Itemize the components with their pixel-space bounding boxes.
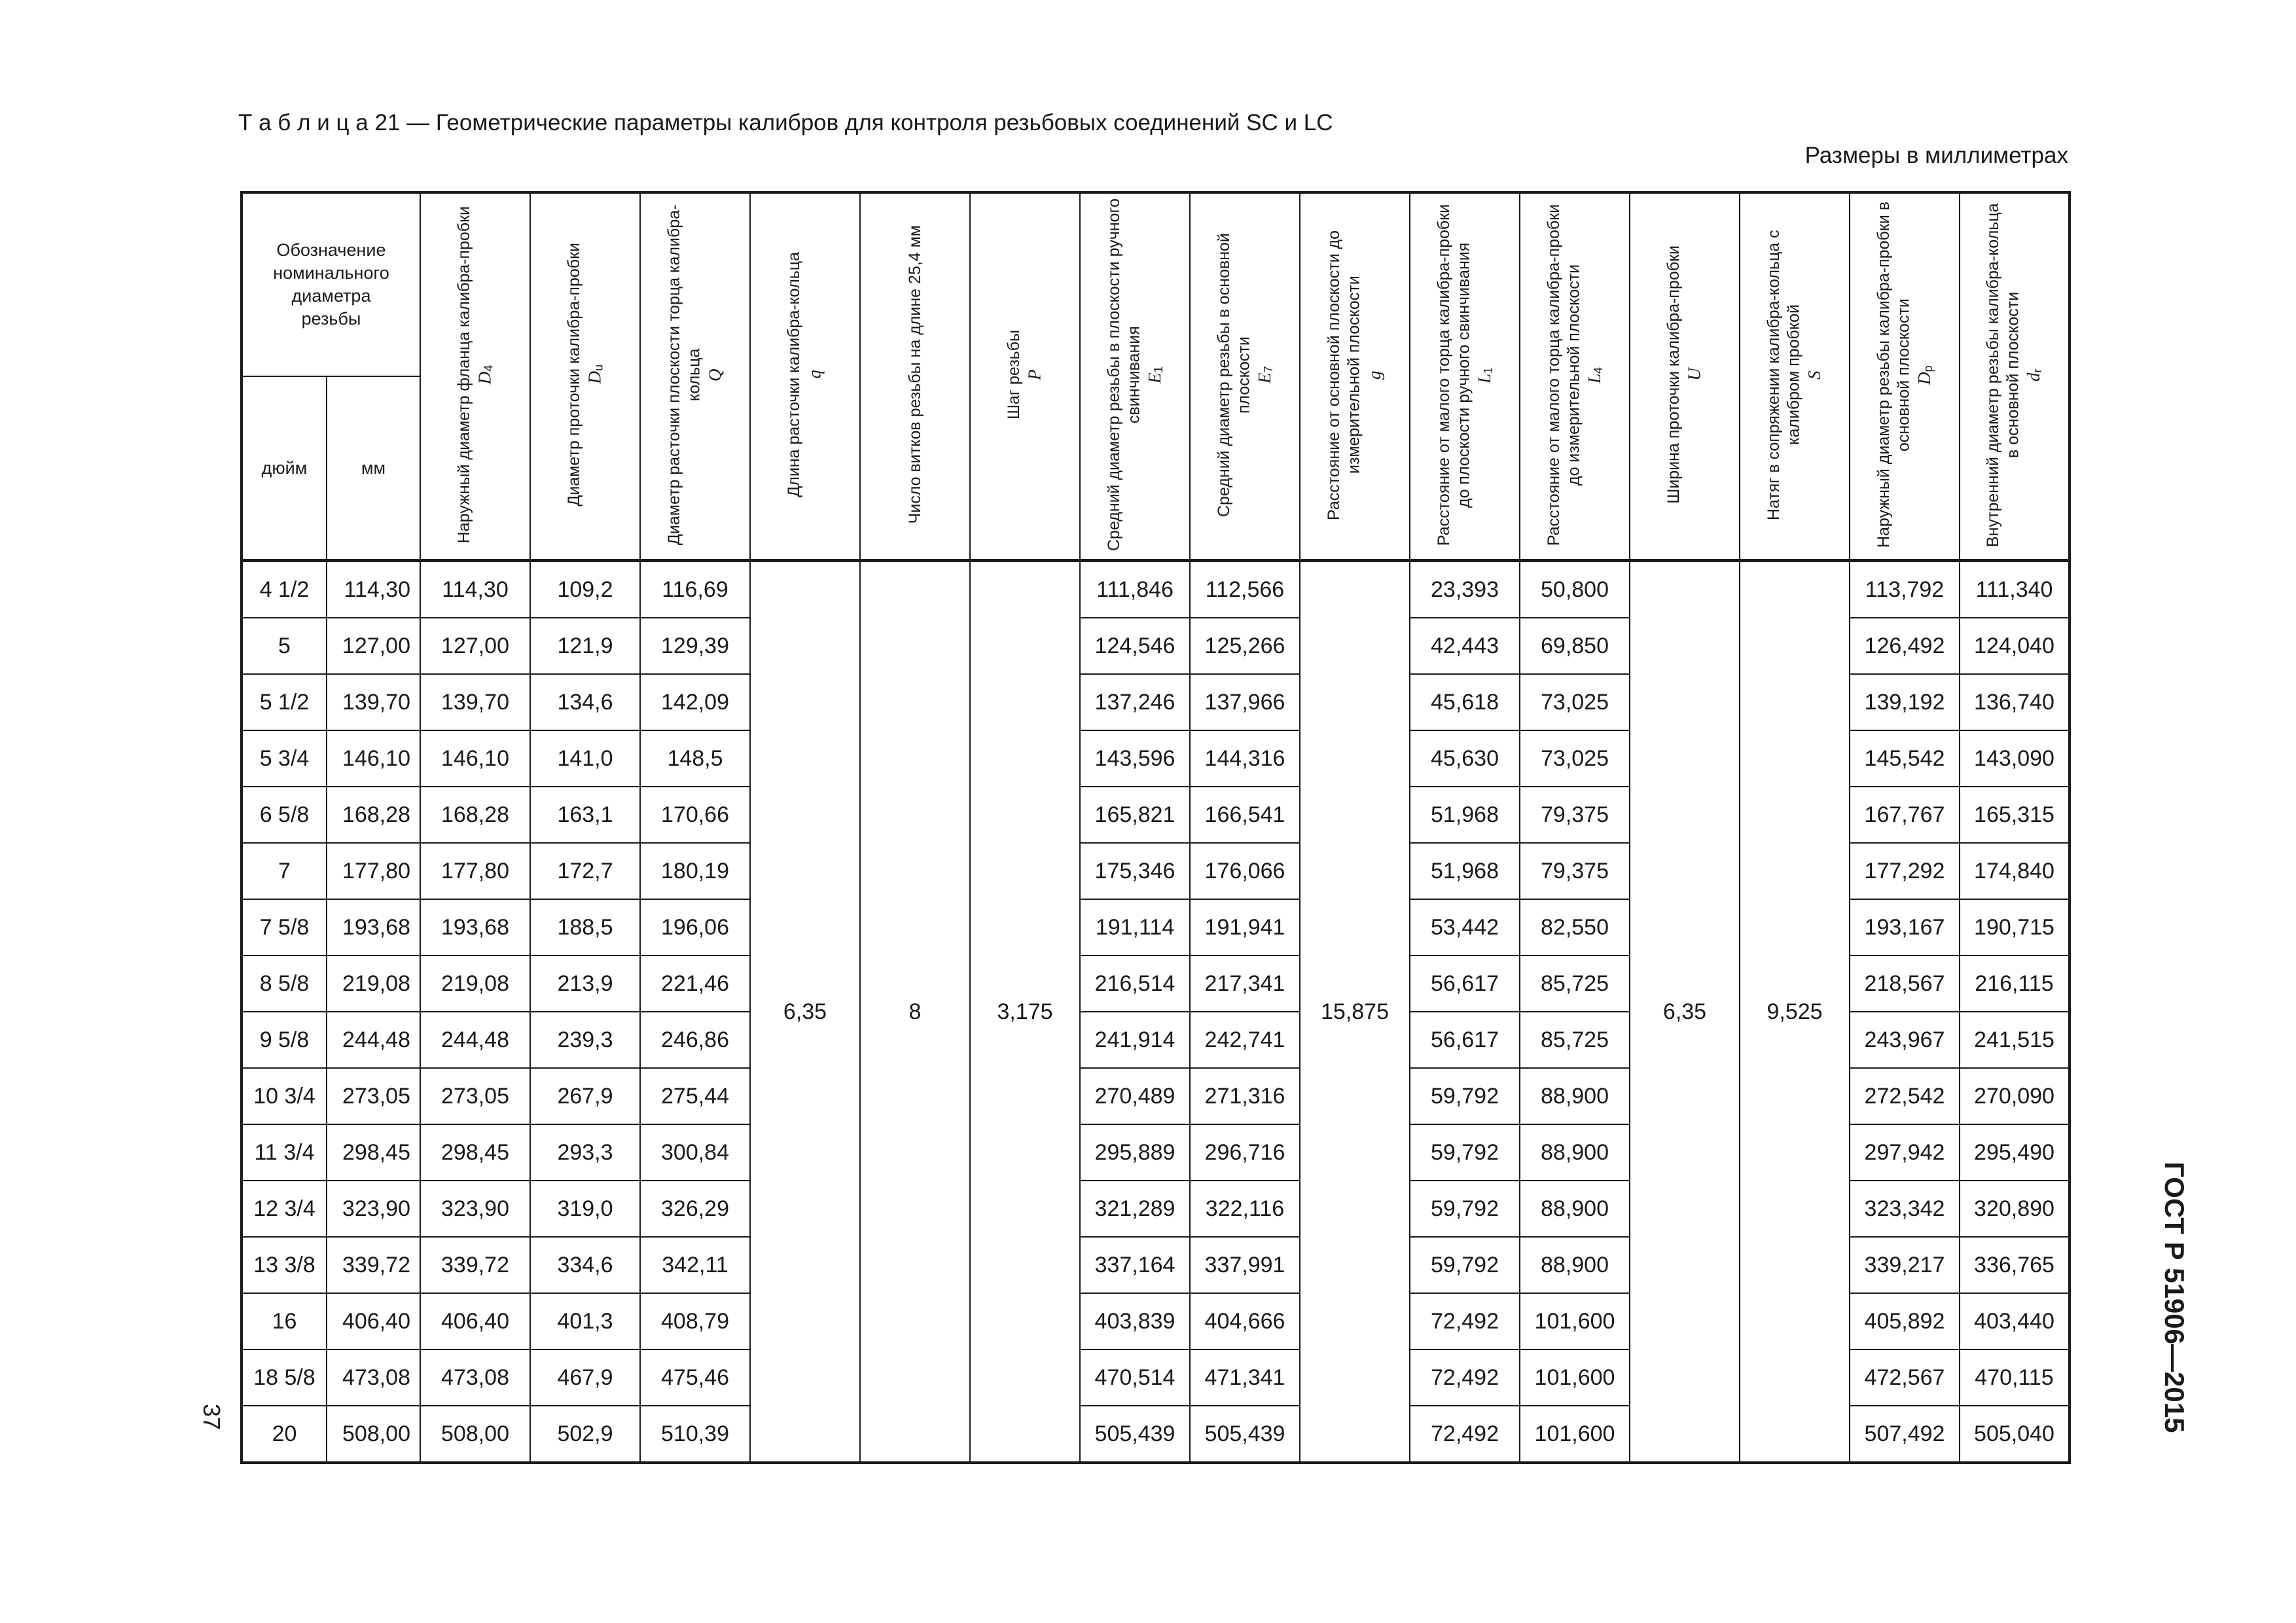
cell-dr: 111,340 <box>1960 561 2070 618</box>
cell-l1: 59,792 <box>1410 1124 1520 1181</box>
table-title: Т а б л и ц а 21 — Геометрические параметры калибров для контроля резьбовых соединений SC и LC <box>238 110 1333 135</box>
cell-e1: 143,596 <box>1080 730 1190 787</box>
header-col-2 <box>530 192 640 561</box>
cell-du: 334,6 <box>530 1237 640 1293</box>
cell-q: 326,29 <box>640 1181 750 1237</box>
cell-e7: 471,341 <box>1190 1349 1300 1406</box>
cell-dp: 145,542 <box>1850 730 1960 787</box>
cell-inch: 11 3/4 <box>242 1124 327 1181</box>
cell-q: 221,46 <box>640 955 750 1012</box>
header-col-14 <box>1850 192 1960 561</box>
header-col-3 <box>640 192 750 561</box>
cell-inch: 7 <box>242 843 327 899</box>
cell-dp: 126,492 <box>1850 618 1960 674</box>
cell-e7: 191,941 <box>1190 899 1300 955</box>
cell-dp: 272,542 <box>1850 1068 1960 1124</box>
cell-d4: 273,05 <box>420 1068 530 1124</box>
cell-l4: 69,850 <box>1520 618 1630 674</box>
cell-q: 275,44 <box>640 1068 750 1124</box>
cell-q: 170,66 <box>640 787 750 843</box>
cell-d4: 406,40 <box>420 1293 530 1349</box>
cell-e1: 321,289 <box>1080 1181 1190 1237</box>
cell-mm: 323,90 <box>327 1181 420 1237</box>
cell-l4: 101,600 <box>1520 1293 1630 1349</box>
cell-mm: 406,40 <box>327 1293 420 1349</box>
cell-q: 510,39 <box>640 1406 750 1463</box>
cell-q: 116,69 <box>640 561 750 618</box>
cell-e1: 270,489 <box>1080 1068 1190 1124</box>
merged-cell-pitch: 3,175 <box>970 561 1080 1463</box>
cell-dr: 124,040 <box>1960 618 2070 674</box>
cell-l1: 72,492 <box>1410 1293 1520 1349</box>
header-col-label: Наружный диаметр фланца калибра-пробки $D_4$ <box>454 205 495 544</box>
cell-dr: 295,490 <box>1960 1124 2070 1181</box>
cell-l4: 73,025 <box>1520 730 1630 787</box>
cell-mm: 177,80 <box>327 843 420 899</box>
header-col-label: Наружный диаметр резьбы калибра-пробки в основной плоскости $D_p$ <box>1874 202 1935 548</box>
header-col-label: Расстояние от основной плоскости до измерительной плоскости g <box>1325 229 1385 520</box>
cell-du: 188,5 <box>530 899 640 955</box>
cell-e1: 111,846 <box>1080 561 1190 618</box>
cell-q: 148,5 <box>640 730 750 787</box>
cell-e7: 505,439 <box>1190 1406 1300 1463</box>
cell-mm: 244,48 <box>327 1012 420 1068</box>
cell-inch: 12 3/4 <box>242 1181 327 1237</box>
units-note: Размеры в миллиметрах <box>1804 143 2068 168</box>
cell-l1: 42,443 <box>1410 618 1520 674</box>
header-col-label: Диаметр проточки калибра-пробки $D_u$ <box>564 243 605 507</box>
gost-label: ГОСТ Р 51906—2015 <box>2159 1162 2190 1433</box>
cell-l1: 51,968 <box>1410 843 1520 899</box>
header-col-6 <box>970 192 1080 561</box>
cell-e1: 505,439 <box>1080 1406 1190 1463</box>
cell-q: 342,11 <box>640 1237 750 1293</box>
cell-e1: 191,114 <box>1080 899 1190 955</box>
cell-mm: 127,00 <box>327 618 420 674</box>
cell-q: 180,19 <box>640 843 750 899</box>
cell-l1: 59,792 <box>1410 1181 1520 1237</box>
cell-l4: 88,900 <box>1520 1181 1630 1237</box>
cell-e7: 296,716 <box>1190 1124 1300 1181</box>
designation-header: Обозначение номинального диаметра резьбы <box>242 192 420 376</box>
cell-q: 129,39 <box>640 618 750 674</box>
cell-e1: 403,839 <box>1080 1293 1190 1349</box>
cell-du: 141,0 <box>530 730 640 787</box>
cell-l4: 79,375 <box>1520 843 1630 899</box>
cell-q: 246,86 <box>640 1012 750 1068</box>
cell-l1: 45,630 <box>1410 730 1520 787</box>
cell-du: 319,0 <box>530 1181 640 1237</box>
cell-e1: 137,246 <box>1080 674 1190 730</box>
cell-l4: 73,025 <box>1520 674 1630 730</box>
cell-dr: 136,740 <box>1960 674 2070 730</box>
table-body <box>242 561 2070 1463</box>
cell-dr: 165,315 <box>1960 787 2070 843</box>
cell-mm: 219,08 <box>327 955 420 1012</box>
header-col-label: Ширина проточки калибра-пробки U <box>1664 245 1704 504</box>
header-col-13 <box>1740 192 1850 561</box>
cell-l1: 59,792 <box>1410 1237 1520 1293</box>
cell-e1: 165,821 <box>1080 787 1190 843</box>
cell-du: 267,9 <box>530 1068 640 1124</box>
cell-dp: 193,167 <box>1850 899 1960 955</box>
cell-mm: 298,45 <box>327 1124 420 1181</box>
cell-inch: 8 5/8 <box>242 955 327 1012</box>
cell-q: 196,06 <box>640 899 750 955</box>
cell-d4: 323,90 <box>420 1181 530 1237</box>
cell-d4: 219,08 <box>420 955 530 1012</box>
cell-e7: 337,991 <box>1190 1237 1300 1293</box>
cell-e7: 217,341 <box>1190 955 1300 1012</box>
cell-dr: 190,715 <box>1960 899 2070 955</box>
cell-d4: 168,28 <box>420 787 530 843</box>
header-col-label: Число витков резьбы на длине 25,4 мм <box>905 225 924 524</box>
cell-dr: 470,115 <box>1960 1349 2070 1406</box>
cell-e7: 137,966 <box>1190 674 1300 730</box>
cell-du: 401,3 <box>530 1293 640 1349</box>
cell-dp: 177,292 <box>1850 843 1960 899</box>
cell-inch: 13 3/8 <box>242 1237 327 1293</box>
cell-inch: 20 <box>242 1406 327 1463</box>
merged-cell-q: 6,35 <box>750 561 860 1463</box>
cell-inch: 5 1/2 <box>242 674 327 730</box>
cell-d4: 473,08 <box>420 1349 530 1406</box>
cell-l1: 53,442 <box>1410 899 1520 955</box>
cell-mm: 139,70 <box>327 674 420 730</box>
cell-dr: 241,515 <box>1960 1012 2070 1068</box>
header-col-8 <box>1190 192 1300 561</box>
cell-dr: 320,890 <box>1960 1181 2070 1237</box>
cell-l1: 45,618 <box>1410 674 1520 730</box>
cell-dr: 216,115 <box>1960 955 2070 1012</box>
cell-l4: 85,725 <box>1520 955 1630 1012</box>
cell-d4: 139,70 <box>420 674 530 730</box>
cell-e7: 322,116 <box>1190 1181 1300 1237</box>
cell-e1: 337,164 <box>1080 1237 1190 1293</box>
merged-cell-U: 6,35 <box>1630 561 1740 1463</box>
header-col-1 <box>420 192 530 561</box>
cell-e7: 125,266 <box>1190 618 1300 674</box>
cell-mm: 168,28 <box>327 787 420 843</box>
header-col-label: Натяг в сопряжении калибра-кольца с калибром пробкой S <box>1765 229 1825 520</box>
cell-mm: 114,30 <box>327 561 420 618</box>
cell-e1: 295,889 <box>1080 1124 1190 1181</box>
cell-l4: 88,900 <box>1520 1068 1630 1124</box>
merged-cell-turns: 8 <box>860 561 970 1463</box>
cell-mm: 193,68 <box>327 899 420 955</box>
cell-du: 239,3 <box>530 1012 640 1068</box>
cell-du: 502,9 <box>530 1406 640 1463</box>
cell-dp: 297,942 <box>1850 1124 1960 1181</box>
header-col-15 <box>1960 192 2070 561</box>
cell-d4: 114,30 <box>420 561 530 618</box>
cell-d4: 508,00 <box>420 1406 530 1463</box>
cell-mm: 508,00 <box>327 1406 420 1463</box>
cell-dp: 218,567 <box>1850 955 1960 1012</box>
cell-l4: 82,550 <box>1520 899 1630 955</box>
header-col-10 <box>1410 192 1520 561</box>
parameters-table <box>240 191 2071 1464</box>
cell-l1: 56,617 <box>1410 955 1520 1012</box>
cell-dr: 174,840 <box>1960 843 2070 899</box>
cell-dr: 505,040 <box>1960 1406 2070 1463</box>
cell-inch: 6 5/8 <box>242 787 327 843</box>
cell-dr: 270,090 <box>1960 1068 2070 1124</box>
cell-l4: 88,900 <box>1520 1124 1630 1181</box>
cell-dp: 139,192 <box>1850 674 1960 730</box>
cell-e1: 124,546 <box>1080 618 1190 674</box>
cell-l4: 101,600 <box>1520 1349 1630 1406</box>
header-col-12 <box>1630 192 1740 561</box>
cell-e7: 112,566 <box>1190 561 1300 618</box>
table-row <box>242 561 2070 618</box>
cell-e7: 176,066 <box>1190 843 1300 899</box>
cell-e7: 271,316 <box>1190 1068 1300 1124</box>
cell-dp: 507,492 <box>1850 1406 1960 1463</box>
cell-dp: 113,792 <box>1850 561 1960 618</box>
cell-l4: 88,900 <box>1520 1237 1630 1293</box>
cell-d4: 127,00 <box>420 618 530 674</box>
cell-d4: 298,45 <box>420 1124 530 1181</box>
cell-e7: 242,741 <box>1190 1012 1300 1068</box>
cell-l1: 51,968 <box>1410 787 1520 843</box>
header-col-label: Расстояние от малого торца калибра-пробки до измерительной плоскости $L_4$ <box>1544 204 1605 546</box>
header-col-label: Расстояние от малого торца калибра-пробки до плоскости ручного свинчивания $L_1$ <box>1434 204 1495 546</box>
cell-e7: 166,541 <box>1190 787 1300 843</box>
header-col-9 <box>1300 192 1410 561</box>
cell-inch: 4 1/2 <box>242 561 327 618</box>
cell-dr: 336,765 <box>1960 1237 2070 1293</box>
cell-mm: 146,10 <box>327 730 420 787</box>
cell-du: 172,7 <box>530 843 640 899</box>
cell-e7: 144,316 <box>1190 730 1300 787</box>
cell-du: 213,9 <box>530 955 640 1012</box>
cell-d4: 193,68 <box>420 899 530 955</box>
cell-e7: 404,666 <box>1190 1293 1300 1349</box>
cell-dp: 167,767 <box>1850 787 1960 843</box>
cell-dp: 339,217 <box>1850 1237 1960 1293</box>
cell-e1: 241,914 <box>1080 1012 1190 1068</box>
header-col-label: Длина расточки калибра-кольца q <box>785 252 825 497</box>
cell-du: 163,1 <box>530 787 640 843</box>
cell-du: 134,6 <box>530 674 640 730</box>
header-col-label: Шаг резьбы P <box>1005 330 1045 419</box>
cell-dp: 323,342 <box>1850 1181 1960 1237</box>
cell-dp: 472,567 <box>1850 1349 1960 1406</box>
header-col-label: Средний диаметр резьбы в плоскости ручного свинчивания $E_1$ <box>1104 198 1165 551</box>
cell-d4: 244,48 <box>420 1012 530 1068</box>
cell-l1: 59,792 <box>1410 1068 1520 1124</box>
cell-q: 142,09 <box>640 674 750 730</box>
cell-inch: 5 3/4 <box>242 730 327 787</box>
header-mm: мм <box>327 376 420 561</box>
header-col-label: Внутренний диаметр резьбы калибра-кольца в основной плоскости $d_r$ <box>1984 202 2045 547</box>
cell-q: 300,84 <box>640 1124 750 1181</box>
cell-l4: 101,600 <box>1520 1406 1630 1463</box>
cell-dr: 143,090 <box>1960 730 2070 787</box>
cell-e1: 175,346 <box>1080 843 1190 899</box>
cell-inch: 18 5/8 <box>242 1349 327 1406</box>
header-inch: дюйм <box>242 376 327 561</box>
cell-l1: 23,393 <box>1410 561 1520 618</box>
cell-mm: 473,08 <box>327 1349 420 1406</box>
cell-e1: 470,514 <box>1080 1349 1190 1406</box>
cell-inch: 9 5/8 <box>242 1012 327 1068</box>
cell-inch: 7 5/8 <box>242 899 327 955</box>
cell-du: 109,2 <box>530 561 640 618</box>
cell-inch: 16 <box>242 1293 327 1349</box>
cell-l1: 56,617 <box>1410 1012 1520 1068</box>
cell-du: 121,9 <box>530 618 640 674</box>
cell-e1: 216,514 <box>1080 955 1190 1012</box>
cell-inch: 5 <box>242 618 327 674</box>
cell-l1: 72,492 <box>1410 1349 1520 1406</box>
cell-mm: 273,05 <box>327 1068 420 1124</box>
cell-du: 293,3 <box>530 1124 640 1181</box>
merged-cell-g: 15,875 <box>1300 561 1410 1463</box>
cell-d4: 146,10 <box>420 730 530 787</box>
header-col-5 <box>860 192 970 561</box>
header-col-11 <box>1520 192 1630 561</box>
cell-l4: 85,725 <box>1520 1012 1630 1068</box>
cell-dr: 403,440 <box>1960 1293 2070 1349</box>
cell-l4: 79,375 <box>1520 787 1630 843</box>
cell-d4: 177,80 <box>420 843 530 899</box>
cell-inch: 10 3/4 <box>242 1068 327 1124</box>
cell-dp: 405,892 <box>1850 1293 1960 1349</box>
header-col-label: Диаметр расточки плоскости торца калибра-кольца Q <box>665 204 725 545</box>
cell-q: 475,46 <box>640 1349 750 1406</box>
cell-mm: 339,72 <box>327 1237 420 1293</box>
cell-du: 467,9 <box>530 1349 640 1406</box>
cell-dp: 243,967 <box>1850 1012 1960 1068</box>
cell-d4: 339,72 <box>420 1237 530 1293</box>
header-col-label: Средний диаметр резьбы в основной плоскости $E_7$ <box>1214 232 1275 517</box>
page-number: 37 <box>198 1404 225 1431</box>
header-col-4 <box>750 192 860 561</box>
cell-q: 408,79 <box>640 1293 750 1349</box>
header-col-7 <box>1080 192 1190 561</box>
cell-l1: 72,492 <box>1410 1406 1520 1463</box>
merged-cell-S: 9,525 <box>1740 561 1850 1463</box>
cell-l4: 50,800 <box>1520 561 1630 618</box>
table-header <box>242 192 2070 561</box>
